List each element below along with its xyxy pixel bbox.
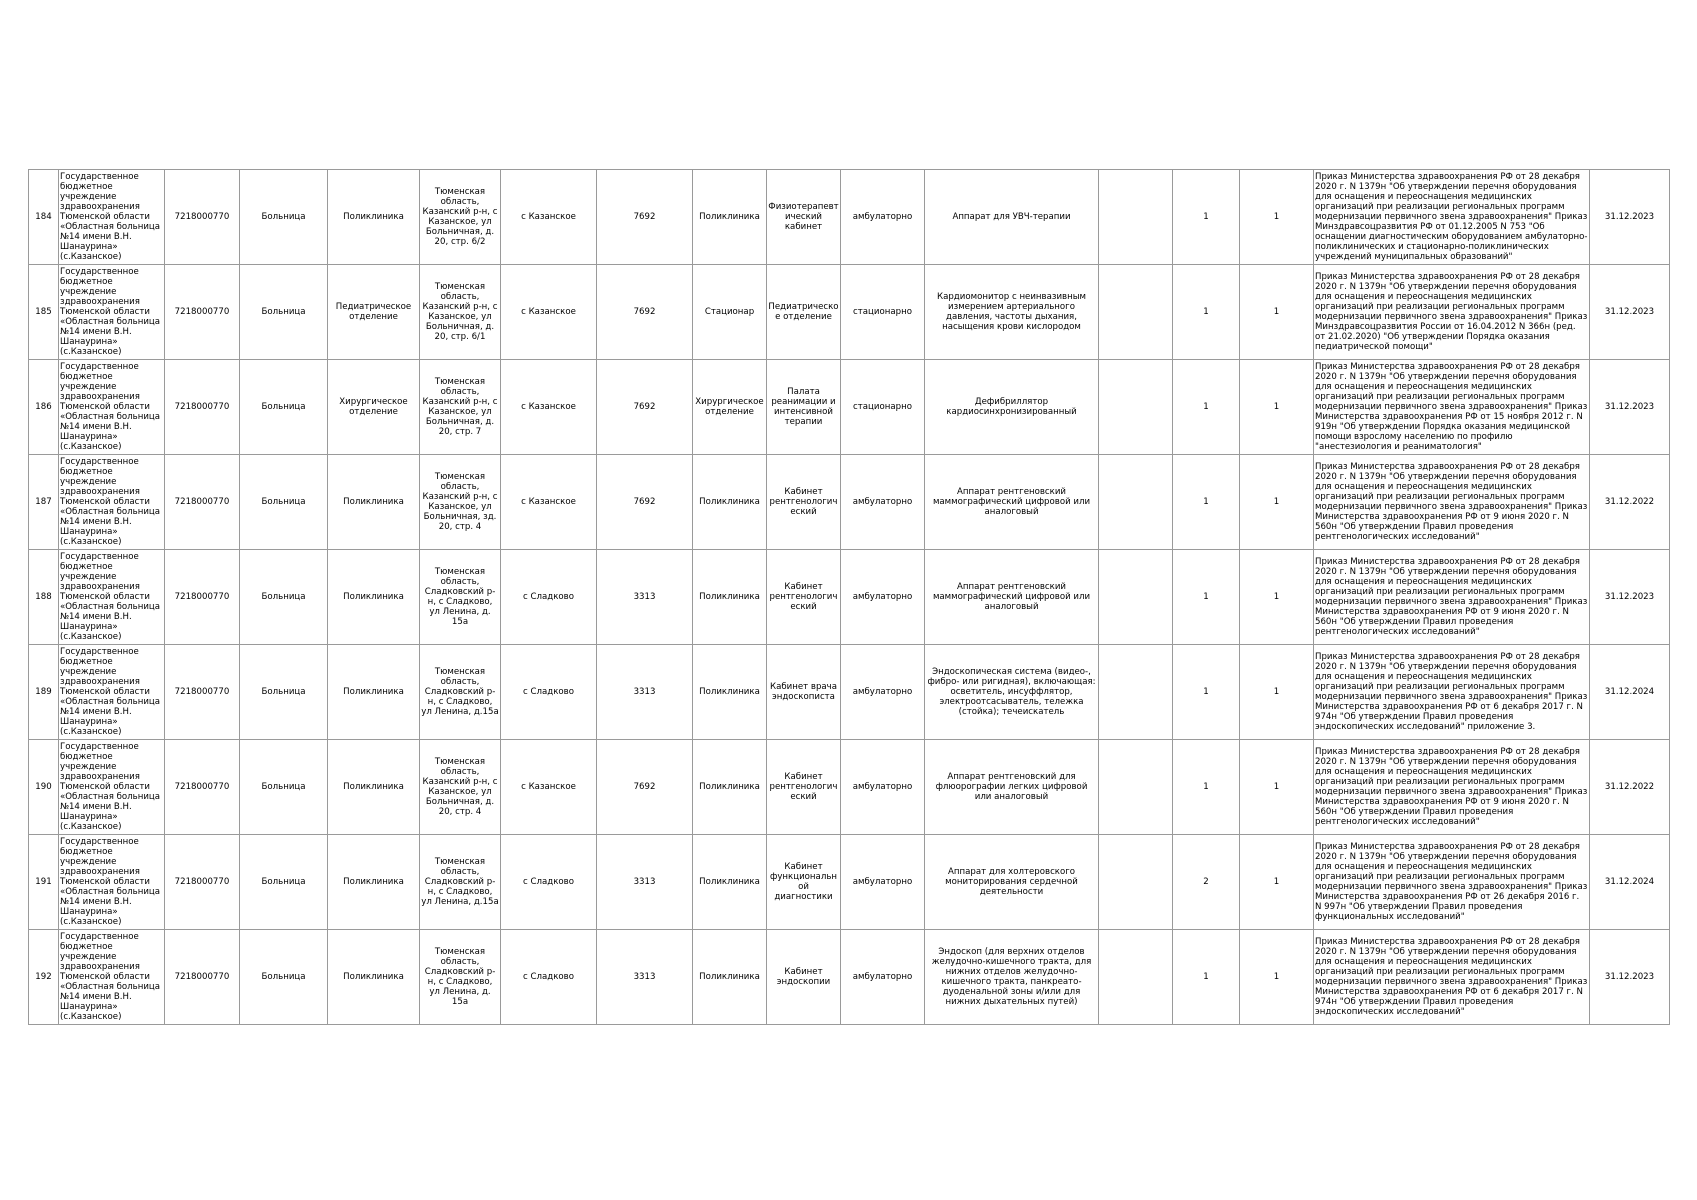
inn-cell: 7218000770: [165, 360, 240, 455]
care-mode-cell: амбулаторно: [841, 645, 925, 740]
department-cell: Поликлиника: [693, 835, 767, 930]
unit-cell: Хирургическое отделение: [328, 360, 420, 455]
quantity-needed-cell: 1: [1240, 265, 1314, 360]
inn-cell: 7218000770: [165, 930, 240, 1025]
table-row: [29, 645, 1670, 740]
inn-cell: 7218000770: [165, 550, 240, 645]
equipment-cell: Аппарат рентгеновский для флюорографии легких цифровой или аналоговый: [925, 740, 1099, 835]
empty-cell: [1099, 455, 1173, 550]
locality-cell: с Казанское: [501, 360, 597, 455]
legal-basis-cell: Приказ Министерства здравоохранения РФ от 28 декабря 2020 г. N 1379н "Об утверждении перечня оборудования для оснащения и переоснащения медицинских организаций при реализации региональных программ модернизации первичного звена здравоохранения" Приказ Министерства здравоохранения РФ от 9 июня 2020 г. N 560н "Об утверждении Правил проведения рентгенологических исследований": [1314, 740, 1590, 835]
room-cell: Кабинет врача эндоскописта: [767, 645, 841, 740]
quantity-needed-cell: 1: [1240, 740, 1314, 835]
quantity-cell: 1: [1173, 930, 1240, 1025]
address-cell: Тюменская область, Казанский р-н, с Казанское, ул Больничная, зд. 20, стр. 4: [420, 455, 501, 550]
population-cell: 7692: [597, 170, 693, 265]
inn-cell: 7218000770: [165, 170, 240, 265]
equipment-cell: Аппарат для УВЧ-терапии: [925, 170, 1099, 265]
population-cell: 3313: [597, 550, 693, 645]
organization-cell: Государственное бюджетное учреждение здравоохранения Тюменской области «Областная больница №14 имени В.Н. Шанаурина» (с.Казанское): [59, 740, 165, 835]
deadline-cell: 31.12.2024: [1590, 645, 1670, 740]
organization-cell: Государственное бюджетное учреждение здравоохранения Тюменской области «Областная больница №14 имени В.Н. Шанаурина» (с.Казанское): [59, 835, 165, 930]
unit-cell: Педиатрическое отделение: [328, 265, 420, 360]
unit-cell: Поликлиника: [328, 550, 420, 645]
row-number-cell: 191: [29, 835, 59, 930]
institution-type-cell: Больница: [240, 265, 328, 360]
unit-cell: Поликлиника: [328, 645, 420, 740]
inn-cell: 7218000770: [165, 740, 240, 835]
unit-cell: Поликлиника: [328, 740, 420, 835]
organization-cell: Государственное бюджетное учреждение здравоохранения Тюменской области «Областная больница №14 имени В.Н. Шанаурина» (с.Казанское): [59, 645, 165, 740]
equipment-cell: Аппарат рентгеновский маммографический цифровой или аналоговый: [925, 550, 1099, 645]
department-cell: Поликлиника: [693, 455, 767, 550]
care-mode-cell: амбулаторно: [841, 455, 925, 550]
empty-cell: [1099, 645, 1173, 740]
department-cell: Поликлиника: [693, 170, 767, 265]
inn-cell: 7218000770: [165, 265, 240, 360]
institution-type-cell: Больница: [240, 550, 328, 645]
empty-cell: [1099, 835, 1173, 930]
legal-basis-cell: Приказ Министерства здравоохранения РФ от 28 декабря 2020 г. N 1379н "Об утверждении перечня оборудования для оснащения и переоснащения медицинских организаций при реализации региональных программ модернизации первичного звена здравоохранения" Приказ Министерства здравоохранения РФ от 9 июня 2020 г. N 560н "Об утверждении Правил проведения рентгенологических исследований": [1314, 455, 1590, 550]
equipment-table: [28, 169, 1670, 1025]
population-cell: 7692: [597, 265, 693, 360]
row-number-cell: 189: [29, 645, 59, 740]
care-mode-cell: амбулаторно: [841, 170, 925, 265]
row-number-cell: 192: [29, 930, 59, 1025]
quantity-cell: 1: [1173, 170, 1240, 265]
locality-cell: с Сладково: [501, 835, 597, 930]
empty-cell: [1099, 930, 1173, 1025]
inn-cell: 7218000770: [165, 835, 240, 930]
institution-type-cell: Больница: [240, 455, 328, 550]
address-cell: Тюменская область, Сладковский р-н, с Сладково, ул Ленина, д. 15а: [420, 550, 501, 645]
institution-type-cell: Больница: [240, 930, 328, 1025]
address-cell: Тюменская область, Казанский р-н, с Казанское, ул Больничная, д. 20, стр. 7: [420, 360, 501, 455]
table-row: [29, 455, 1670, 550]
row-number-cell: 188: [29, 550, 59, 645]
deadline-cell: 31.12.2023: [1590, 550, 1670, 645]
room-cell: Кабинет функциональной диагностики: [767, 835, 841, 930]
care-mode-cell: амбулаторно: [841, 740, 925, 835]
unit-cell: Поликлиника: [328, 930, 420, 1025]
quantity-cell: 1: [1173, 360, 1240, 455]
room-cell: Кабинет рентгенологический: [767, 455, 841, 550]
unit-cell: Поликлиника: [328, 835, 420, 930]
institution-type-cell: Больница: [240, 360, 328, 455]
department-cell: Хирургическое отделение: [693, 360, 767, 455]
quantity-needed-cell: 1: [1240, 455, 1314, 550]
care-mode-cell: амбулаторно: [841, 930, 925, 1025]
room-cell: Кабинет рентгенологический: [767, 740, 841, 835]
locality-cell: с Сладково: [501, 930, 597, 1025]
room-cell: Педиатрическое отделение: [767, 265, 841, 360]
quantity-needed-cell: 1: [1240, 645, 1314, 740]
address-cell: Тюменская область, Казанский р-н, с Казанское, ул Больничная, д. 20, стр. 4: [420, 740, 501, 835]
inn-cell: 7218000770: [165, 455, 240, 550]
equipment-cell: Аппарат рентгеновский маммографический цифровой или аналоговый: [925, 455, 1099, 550]
population-cell: 3313: [597, 645, 693, 740]
legal-basis-cell: Приказ Министерства здравоохранения РФ от 28 декабря 2020 г. N 1379н "Об утверждении перечня оборудования для оснащения и переоснащения медицинских организаций при реализации региональных программ модернизации первичного звена здравоохранения" Приказ Министерства здравоохранения РФ от 9 июня 2020 г. N 560н "Об утверждении Правил проведения рентгенологических исследований": [1314, 550, 1590, 645]
row-number-cell: 190: [29, 740, 59, 835]
locality-cell: с Казанское: [501, 455, 597, 550]
table-row: [29, 170, 1670, 265]
population-cell: 3313: [597, 930, 693, 1025]
legal-basis-cell: Приказ Министерства здравоохранения РФ от 28 декабря 2020 г. N 1379н "Об утверждении перечня оборудования для оснащения и переоснащения медицинских организаций при реализации региональных программ модернизации первичного звена здравоохранения" Приказ Министерства здравоохранения РФ от 6 декабря 2017 г. N 974н "Об утверждении Правил проведения эндоскопических исследований": [1314, 930, 1590, 1025]
equipment-cell: Аппарат для холтеровского мониторирования сердечной деятельности: [925, 835, 1099, 930]
quantity-cell: 2: [1173, 835, 1240, 930]
equipment-cell: Эндоскопическая система (видео-, фибро- или ригидная), включающая: осветитель, инсуффлятор, электроотсасыватель, тележка (стойка); течеискатель: [925, 645, 1099, 740]
institution-type-cell: Больница: [240, 835, 328, 930]
table-row: [29, 740, 1670, 835]
address-cell: Тюменская область, Сладковский р-н, с Сладково, ул Ленина, д.15а: [420, 835, 501, 930]
legal-basis-cell: Приказ Министерства здравоохранения РФ от 28 декабря 2020 г. N 1379н "Об утверждении перечня оборудования для оснащения и переоснащения медицинских организаций при реализации региональных программ модернизации первичного звена здравоохранения" Приказ Минздравсоцразвития России от 16.04.2012 N 366н (ред. от 21.02.2020) "Об утверждении Порядка оказания педиатрической помощи": [1314, 265, 1590, 360]
population-cell: 3313: [597, 835, 693, 930]
institution-type-cell: Больница: [240, 170, 328, 265]
empty-cell: [1099, 360, 1173, 455]
care-mode-cell: стационарно: [841, 265, 925, 360]
row-number-cell: 187: [29, 455, 59, 550]
population-cell: 7692: [597, 360, 693, 455]
quantity-needed-cell: 1: [1240, 550, 1314, 645]
population-cell: 7692: [597, 455, 693, 550]
address-cell: Тюменская область, Казанский р-н, с Казанское, ул Больничная, д. 20, стр. 6/1: [420, 265, 501, 360]
organization-cell: Государственное бюджетное учреждение здравоохранения Тюменской области «Областная больница №14 имени В.Н. Шанаурина» (с.Казанское): [59, 360, 165, 455]
organization-cell: Государственное бюджетное учреждение здравоохранения Тюменской области «Областная больница №14 имени В.Н. Шанаурина» (с.Казанское): [59, 265, 165, 360]
room-cell: Кабинет рентгенологический: [767, 550, 841, 645]
inn-cell: 7218000770: [165, 645, 240, 740]
table-row: [29, 265, 1670, 360]
quantity-cell: 1: [1173, 455, 1240, 550]
empty-cell: [1099, 550, 1173, 645]
table-row: [29, 550, 1670, 645]
equipment-cell: Кардиомонитор с неинвазивным измерением артериального давления, частоты дыхания, насыщения крови кислородом: [925, 265, 1099, 360]
quantity-needed-cell: 1: [1240, 360, 1314, 455]
empty-cell: [1099, 170, 1173, 265]
care-mode-cell: стационарно: [841, 360, 925, 455]
institution-type-cell: Больница: [240, 740, 328, 835]
locality-cell: с Сладково: [501, 645, 597, 740]
institution-type-cell: Больница: [240, 645, 328, 740]
organization-cell: Государственное бюджетное учреждение здравоохранения Тюменской области «Областная больница №14 имени В.Н. Шанаурина» (с.Казанское): [59, 170, 165, 265]
equipment-cell: Эндоскоп (для верхних отделов желудочно-кишечного тракта, для нижних отделов желудочно-кишечного тракта, панкреато-дуоденальной зоны и/или для нижних дыхательных путей): [925, 930, 1099, 1025]
quantity-needed-cell: 1: [1240, 930, 1314, 1025]
address-cell: Тюменская область, Сладковский р-н, с Сладково, ул Ленина, д.15а: [420, 645, 501, 740]
legal-basis-cell: Приказ Министерства здравоохранения РФ от 28 декабря 2020 г. N 1379н "Об утверждении перечня оборудования для оснащения и переоснащения медицинских организаций при реализации региональных программ модернизации первичного звена здравоохранения" Приказ Министерства здравоохранения РФ от 26 декабря 2016 г. N 997н "Об утверждении Правил проведения функциональных исследований": [1314, 835, 1590, 930]
equipment-cell: Дефибриллятор кардиосинхронизированный: [925, 360, 1099, 455]
organization-cell: Государственное бюджетное учреждение здравоохранения Тюменской области «Областная больница №14 имени В.Н. Шанаурина» (с.Казанское): [59, 550, 165, 645]
quantity-cell: 1: [1173, 740, 1240, 835]
department-cell: Стационар: [693, 265, 767, 360]
row-number-cell: 186: [29, 360, 59, 455]
population-cell: 7692: [597, 740, 693, 835]
quantity-cell: 1: [1173, 265, 1240, 360]
department-cell: Поликлиника: [693, 930, 767, 1025]
address-cell: Тюменская область, Казанский р-н, с Казанское, ул Больничная, д. 20, стр. 6/2: [420, 170, 501, 265]
deadline-cell: 31.12.2022: [1590, 740, 1670, 835]
department-cell: Поликлиника: [693, 645, 767, 740]
quantity-cell: 1: [1173, 550, 1240, 645]
table-body: [29, 170, 1670, 1025]
locality-cell: с Сладково: [501, 550, 597, 645]
row-number-cell: 184: [29, 170, 59, 265]
locality-cell: с Казанское: [501, 170, 597, 265]
room-cell: Палата реанимации и интенсивной терапии: [767, 360, 841, 455]
locality-cell: с Казанское: [501, 265, 597, 360]
legal-basis-cell: Приказ Министерства здравоохранения РФ от 28 декабря 2020 г. N 1379н "Об утверждении перечня оборудования для оснащения и переоснащения медицинских организаций при реализации региональных программ модернизации первичного звена здравоохранения" Приказ Министерства здравоохранения РФ от 6 декабря 2017 г. N 974н "Об утверждении Правил проведения эндоскопических исследований" приложение 3.: [1314, 645, 1590, 740]
department-cell: Поликлиника: [693, 550, 767, 645]
care-mode-cell: амбулаторно: [841, 550, 925, 645]
deadline-cell: 31.12.2023: [1590, 930, 1670, 1025]
legal-basis-cell: Приказ Министерства здравоохранения РФ от 28 декабря 2020 г. N 1379н "Об утверждении перечня оборудования для оснащения и переоснащения медицинских организаций при реализации региональных программ модернизации первичного звена здравоохранения" Приказ Минздравсоцразвития РФ от 01.12.2005 N 753 "Об оснащении диагностическим оборудованием амбулаторно-поликлинических и стационарно-поликлинических учреждений муниципальных образований": [1314, 170, 1590, 265]
deadline-cell: 31.12.2024: [1590, 835, 1670, 930]
room-cell: Физиотерапевтический кабинет: [767, 170, 841, 265]
room-cell: Кабинет эндоскопии: [767, 930, 841, 1025]
table-row: [29, 835, 1670, 930]
organization-cell: Государственное бюджетное учреждение здравоохранения Тюменской области «Областная больница №14 имени В.Н. Шанаурина» (с.Казанское): [59, 930, 165, 1025]
row-number-cell: 185: [29, 265, 59, 360]
empty-cell: [1099, 740, 1173, 835]
unit-cell: Поликлиника: [328, 170, 420, 265]
deadline-cell: 31.12.2022: [1590, 455, 1670, 550]
deadline-cell: 31.12.2023: [1590, 265, 1670, 360]
empty-cell: [1099, 265, 1173, 360]
department-cell: Поликлиника: [693, 740, 767, 835]
locality-cell: с Казанское: [501, 740, 597, 835]
table-row: [29, 360, 1670, 455]
legal-basis-cell: Приказ Министерства здравоохранения РФ от 28 декабря 2020 г. N 1379н "Об утверждении перечня оборудования для оснащения и переоснащения медицинских организаций при реализации региональных программ модернизации первичного звена здравоохранения" Приказ Министерства здравоохранения РФ от 15 ноября 2012 г. N 919н "Об утверждении Порядка оказания медицинской помощи взрослому населению по профилю "анестезиология и реаниматология": [1314, 360, 1590, 455]
deadline-cell: 31.12.2023: [1590, 360, 1670, 455]
table-row: [29, 930, 1670, 1025]
organization-cell: Государственное бюджетное учреждение здравоохранения Тюменской области «Областная больница №14 имени В.Н. Шанаурина» (с.Казанское): [59, 455, 165, 550]
quantity-needed-cell: 1: [1240, 835, 1314, 930]
care-mode-cell: амбулаторно: [841, 835, 925, 930]
deadline-cell: 31.12.2023: [1590, 170, 1670, 265]
address-cell: Тюменская область, Сладковский р-н, с Сладково, ул Ленина, д. 15а: [420, 930, 501, 1025]
unit-cell: Поликлиника: [328, 455, 420, 550]
quantity-needed-cell: 1: [1240, 170, 1314, 265]
quantity-cell: 1: [1173, 645, 1240, 740]
